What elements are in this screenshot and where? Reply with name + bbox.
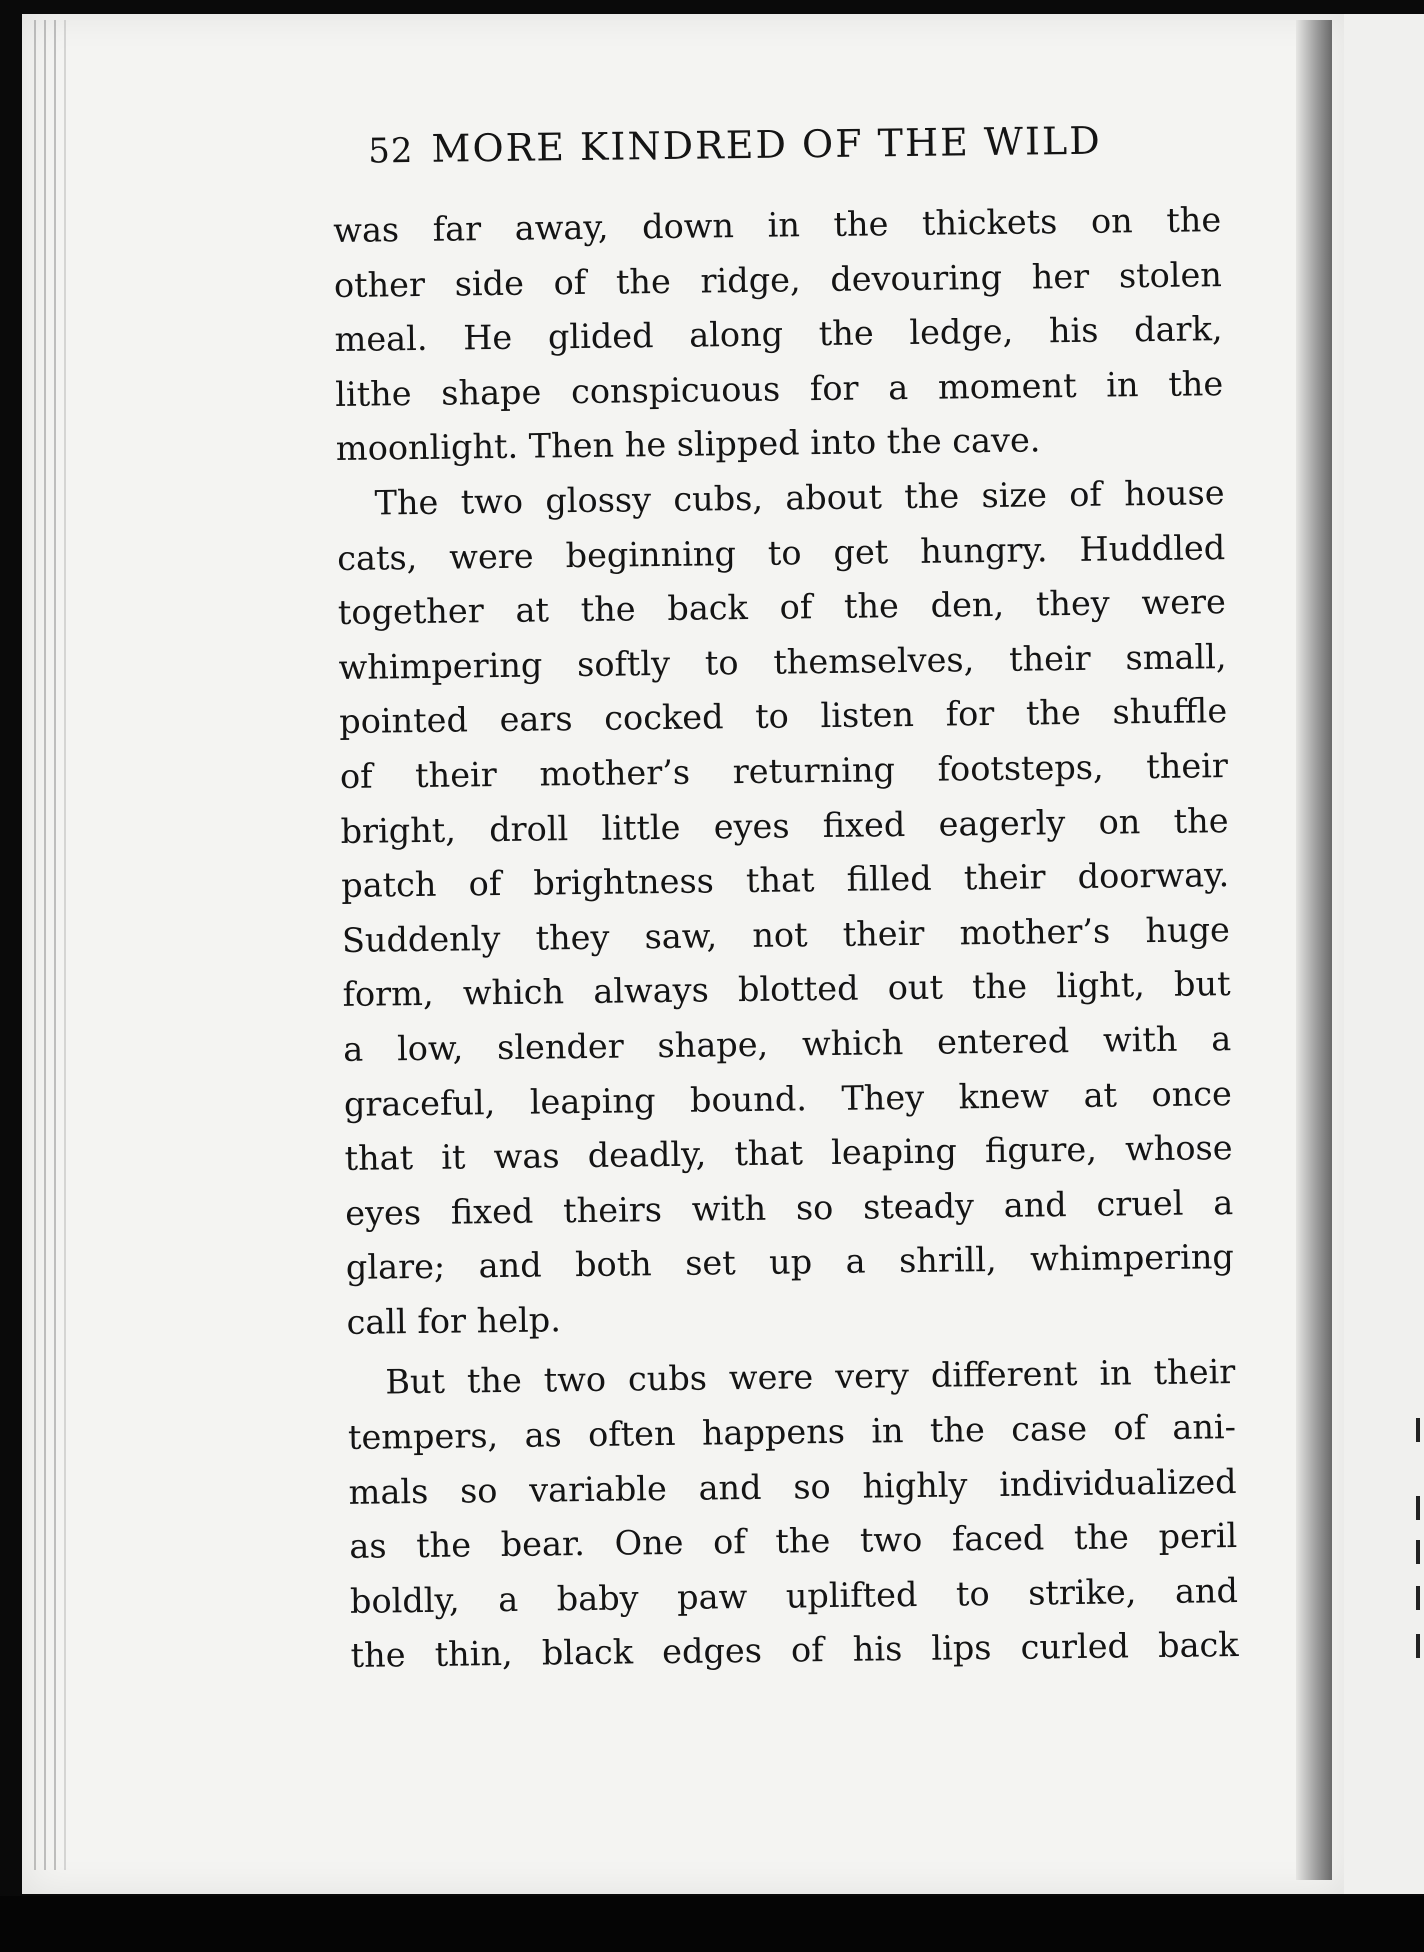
text-line: eyes fixed theirs with so steady and cruel a (345, 1182, 1234, 1233)
text-line: cats, were beginning to get hungry. Huddled (337, 527, 1226, 578)
binding-gutter (1296, 20, 1332, 1880)
running-head (368, 117, 1221, 197)
text-line: as the bear. One of the two faced the peril (349, 1516, 1238, 1567)
text-line: was far away, down in the thickets on the (333, 200, 1222, 250)
text-line: boldly, a baby paw uplifted to strike, and (349, 1570, 1239, 1621)
text-line: of their mother’s returning footsteps, their (339, 746, 1229, 796)
text-line: tempers, as often happens in the case of ani- (347, 1407, 1237, 1457)
text-line: lithe shape conspicuous for a moment in the (335, 363, 1224, 414)
facing-page-text-fragment (1416, 1634, 1420, 1658)
text-line: call for help. (346, 1300, 562, 1342)
facing-page-text-fragment (1416, 1540, 1420, 1564)
text-line: moonlight. Then he slipped into the cave. (335, 420, 1041, 469)
page-text (332, 117, 1239, 1684)
scan-border (0, 1896, 1424, 1952)
page-edge (34, 20, 36, 1870)
text-line: patch of brightness that filled their doorway. (341, 855, 1230, 906)
text-line: form, which always blotted out the light, but (342, 964, 1231, 1015)
page-edge (64, 20, 66, 1870)
facing-page-text-fragment (1416, 1586, 1420, 1610)
text-line: But the two cubs were very different in their (385, 1352, 1236, 1402)
text-line: a low, slender shape, which entered with a (343, 1018, 1232, 1069)
page-edge (54, 20, 56, 1870)
facing-page-text-fragment (1416, 1418, 1420, 1442)
paragraph (333, 193, 1224, 477)
facing-page-text-fragment (1416, 1496, 1420, 1520)
text-line: other side of the ridge, devouring her stolen (333, 254, 1223, 305)
text-line: glare; and both set up a shrill, whimpering (345, 1237, 1235, 1288)
text-line: whimpering softly to themselves, their small, (338, 636, 1227, 687)
text-line: meal. He glided along the ledge, his dark, (334, 309, 1223, 360)
text-line: that it was deadly, that leaping figure, whose (344, 1128, 1233, 1179)
text-line: pointed ears cocked to listen for the shuffle (339, 691, 1228, 742)
page-edge (44, 20, 46, 1870)
text-line: mals so variable and so highly individualized (348, 1461, 1237, 1512)
paragraph (347, 1346, 1239, 1684)
text-line: The two glossy cubs, about the size of house (374, 473, 1225, 523)
text-line: graceful, leaping bound. They knew at once (343, 1073, 1233, 1124)
text-line: the thin, black edges of his lips curled back (350, 1625, 1239, 1676)
running-title: MORE KINDRED OF THE WILD (431, 118, 1102, 171)
page-number: 52 (368, 131, 414, 172)
paragraph (336, 466, 1235, 1350)
text-line: bright, droll little eyes fixed eagerly on the (340, 800, 1229, 851)
text-line: together at the back of the den, they were (337, 582, 1227, 633)
facing-page (1344, 14, 1424, 1894)
text-line: Suddenly they saw, not their mother’s huge (341, 909, 1231, 960)
